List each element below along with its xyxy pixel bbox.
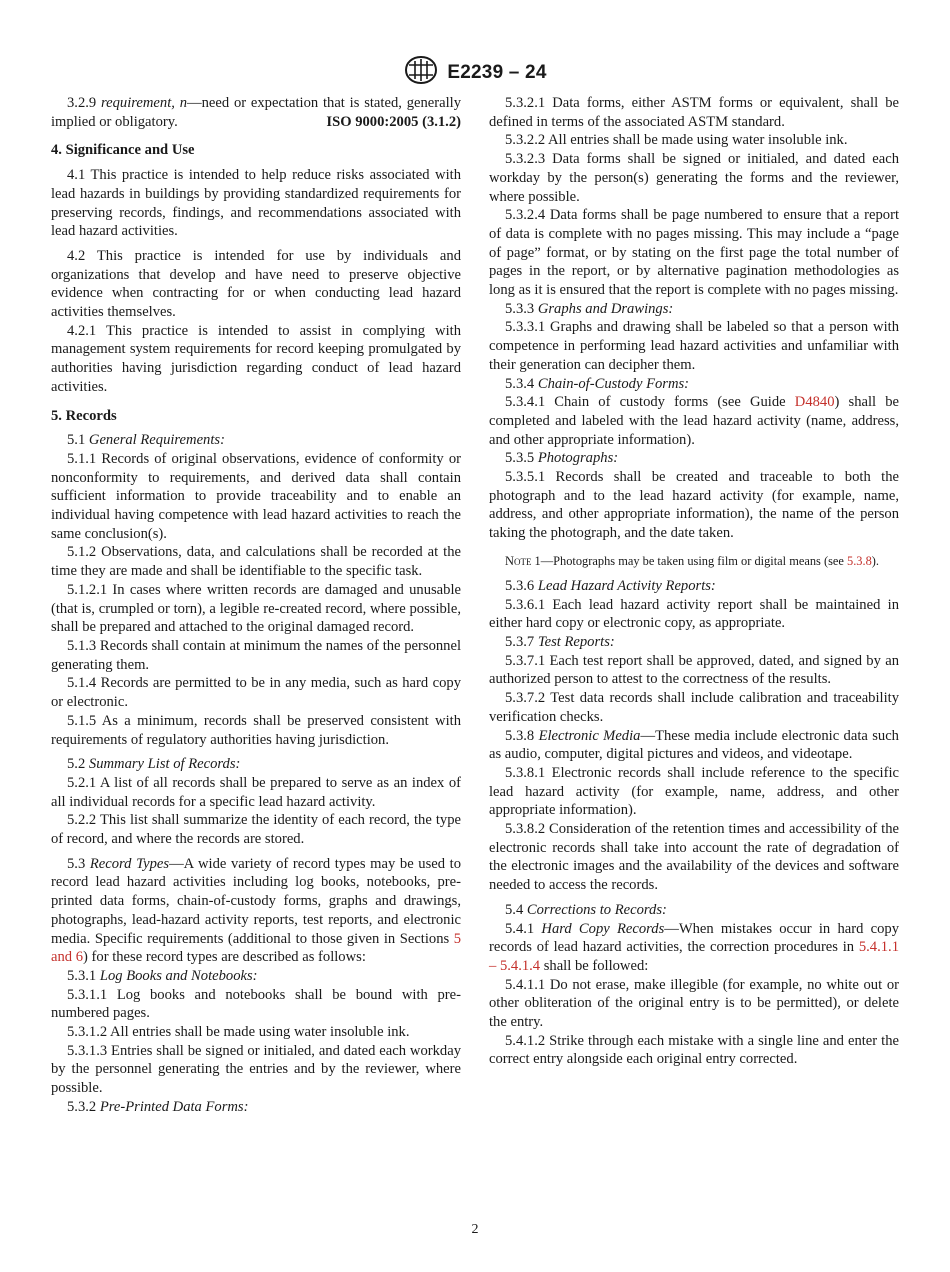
para-5-3-2: 5.3.2 Pre-Printed Data Forms: (67, 1098, 249, 1115)
para-4-1: 4.1 This practice is intended to help reduce risks associated with lead hazards in buildings by providing standardized requirements for preserving records, findings, and recommendations associated with lead hazard activities. (51, 167, 461, 240)
para-5-1-3: 5.1.3 Records shall contain at minimum the names of the personnel generating them. (51, 637, 461, 673)
para-5-3-2-2: 5.3.2.2 All entries shall be made using water insoluble ink. (505, 132, 848, 149)
para-5-3-2-4: 5.3.2.4 Data forms shall be page numbered to ensure that a report of data is complete with no pages missing. This may include a “page of page” format, or by stating on the first page the total number of pages in the report, or by alternative pagination methodologies as long as it is ensured that the report is complete with no pages missing. (489, 207, 899, 299)
right-column (489, 94, 899, 1069)
para-5-1: 5.1 General Requirements: (67, 432, 225, 449)
para-5-4-1-2: 5.4.1.2 Strike through each mistake with a single line and enter the correct entry alongside each original entry corrected. (489, 1032, 899, 1068)
note-link-5-3-8[interactable]: 5.3.8 (847, 553, 872, 568)
para-5-4-1-1: 5.4.1.1 Do not erase, make illegible (for example, no white out or other obliteration of the original entry is to be permitted), or delete the entry. (489, 976, 899, 1031)
para-5-1-1: 5.1.1 Records of original observations, evidence of conformity or nonconformity to requirements, and derived data shall contain sufficient information to provide traceability and to enable an individual having competence with lead hazard activities to reach the same conclusion(s). (51, 450, 461, 542)
page-number: 2 (471, 1222, 479, 1237)
para-5-3-4-1: 5.3.4.1 Chain of custody forms (see Guide D4840) shall be completed and labeled with the lead hazard activity (name, address, and other appropriate information). (489, 394, 900, 448)
para-5-3-6-1: 5.3.6.1 Each lead hazard activity report shall be maintained in either hard copy or electronic copy, as appropriate. (489, 596, 899, 632)
section-heading-4: 4. Significance and Use (51, 142, 195, 159)
standard-designation: E2239 – 24 (447, 61, 547, 83)
para-5-3-1-2: 5.3.1.2 All entries shall be made using water insoluble ink. (67, 1024, 410, 1041)
note-1: Note 1—Photographs may be taken using film or digital means (see 5.3.8). (505, 553, 880, 568)
para-5-3-4: 5.3.4 Chain-of-Custody Forms: (505, 375, 690, 392)
para-5-2: 5.2 Summary List of Records: (67, 756, 241, 773)
para-5-3-7-1: 5.3.7.1 Each test report shall be approved, dated, and signed by an authorized person to attest to the correctness of the results. (489, 652, 899, 688)
iso-reference: ISO 9000:2005 (3.1.2) (326, 113, 461, 130)
para-5-3-1-3: 5.3.1.3 Entries shall be signed or initialed, and dated each workday by the personnel generating the entries and by the reviewer, where possible. (51, 1042, 461, 1097)
para-5-3-1-1: 5.3.1.1 Log books and notebooks shall be bound with pre-numbered pages. (51, 986, 461, 1022)
para-5-3-1: 5.3.1 Log Books and Notebooks: (67, 967, 258, 984)
para-5-1-5: 5.1.5 As a minimum, records shall be preserved consistent with requirements of regulatory authorities having jurisdiction. (51, 712, 461, 748)
para-5-3-8-1: 5.3.8.1 Electronic records shall include reference to the specific lead hazard activity (for example, name, address, and other appropriate information). (489, 764, 899, 819)
astm-logo-icon (403, 55, 439, 90)
para-5-3-8-2: 5.3.8.2 Consideration of the retention times and accessibility of the electronic records shall take into account the rate of degradation of the electronic images and the availability of the devices and software needed to access the records. (489, 821, 899, 894)
procedures-link[interactable]: 5.4.1.1 – 5.4.1.4 (489, 939, 899, 974)
para-5-3-3: 5.3.3 Graphs and Drawings: (505, 300, 674, 317)
para-5-1-4: 5.1.4 Records are permitted to be in any media, such as hard copy or electronic. (51, 675, 461, 711)
left-column (51, 94, 461, 1117)
page-header (0, 55, 950, 90)
para-3-2-9: 3.2.9 requirement, n—need or expectation that is stated, generally implied or obligatory. ISO 9000:2005 (3.1.2) (51, 95, 461, 130)
para-5-3: 5.3 Record Types—A wide variety of record types may be used to record lead hazard activities including log books, notebooks, pre-printed data forms, chain-of-custody forms, graphs and drawings, photographs, lead-hazard activity reports, test reports, and electronic media. Specific requirements (additional to those given in Sections 5 and 6) for these record types are described as follows: (51, 855, 462, 966)
para-5-3-7-2: 5.3.7.2 Test data records shall include calibration and traceability verification checks. (489, 690, 899, 725)
para-5-3-2-1: 5.3.2.1 Data forms, either ASTM forms or equivalent, shall be defined in terms of the associated ASTM standard. (489, 95, 899, 130)
para-5-2-2: 5.2.2 This list shall summarize the identity of each record, the type of record, and where the records are stored. (51, 812, 461, 848)
para-5-3-7: 5.3.7 Test Reports: (505, 633, 615, 650)
para-5-3-5-1: 5.3.5.1 Records shall be created and traceable to both the photograph and to the lead hazard activity (for example, name, address, and other appropriate information), the name of the person taking the photograph, and the date taken. (489, 469, 899, 542)
para-5-3-3-1: 5.3.3.1 Graphs and drawing shall be labeled so that a person with competence in performing lead hazard activities and unfamiliar with their generation can decipher them. (489, 319, 899, 373)
para-4-2-1: 4.2.1 This practice is intended to assist in complying with management system requirements for record keeping promulgated by authorities having jurisdiction regarding conduct of lead hazard activities. (51, 322, 461, 395)
sections-link[interactable]: 5 and 6 (51, 930, 461, 966)
para-5-4-1: 5.4.1 Hard Copy Records—When mistakes occur in hard copy records of lead hazard activities, the correction procedures in 5.4.1.1 – 5.4.1.4 shall be followed: (489, 920, 899, 974)
section-heading-5: 5. Records (51, 407, 117, 424)
guide-d4840-link[interactable]: D4840 (794, 394, 835, 411)
para-5-3-5: 5.3.5 Photographs: (505, 450, 619, 467)
para-5-1-2-1: 5.1.2.1 In cases where written records are damaged and unusable (that is, crumpled or torn), a legible re-created record, where possible, shall be prepared and attached to the original damaged record. (51, 581, 461, 636)
para-4-2: 4.2 This practice is intended for use by individuals and organizations that develop and have need to preserve objective evidence when contracting for or when conducting lead hazard activities themselves. (51, 247, 461, 321)
para-5-1-2: 5.1.2 Observations, data, and calculations shall be recorded at the time they are made and shall be identifiable to the specific task. (51, 544, 461, 580)
para-5-3-8: 5.3.8 Electronic Media—These media include electronic data such as audio, computer, digital pictures and videos, and videotape. (489, 727, 899, 763)
para-5-3-2-3: 5.3.2.3 Data forms shall be signed or initialed, and dated each workday by the person(s) generating the forms and the reviewer, where possible. (489, 151, 899, 205)
para-5-4: 5.4 Corrections to Records: (505, 901, 667, 918)
para-5-2-1: 5.2.1 A list of all records shall be prepared to serve as an index of all individual records for a specific lead hazard activity. (51, 774, 461, 810)
para-5-3-6: 5.3.6 Lead Hazard Activity Reports: (505, 577, 716, 594)
